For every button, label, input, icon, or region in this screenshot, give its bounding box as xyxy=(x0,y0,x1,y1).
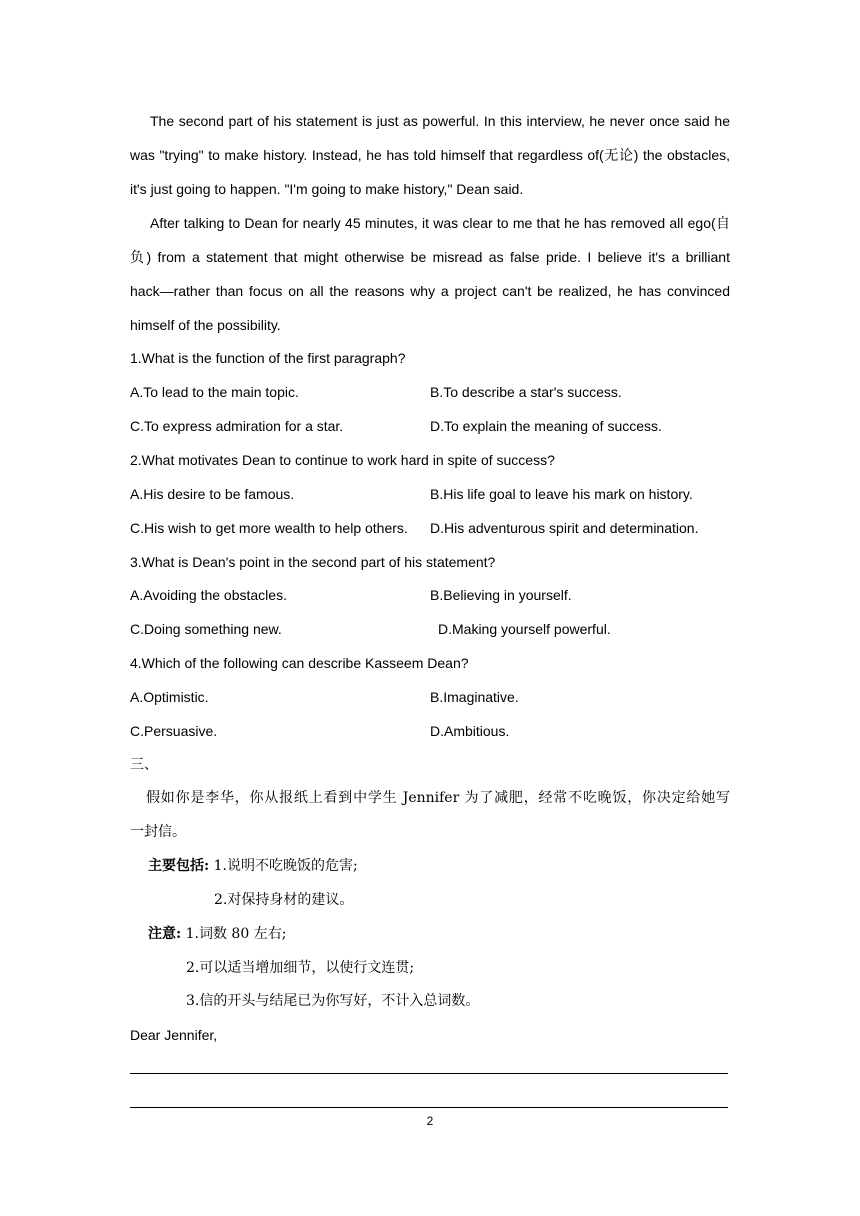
main-point-2: 2.对保持身材的建议。 xyxy=(214,892,354,908)
note-3: 3.信的开头与结尾已为你写好，不计入总词数。 xyxy=(186,993,480,1009)
answer-line-2 xyxy=(130,1107,728,1108)
question-3-stem: 3.What is Dean's point in the second part of his statement? xyxy=(130,554,496,570)
question-2-option-d: D.His adventurous spirit and determination. xyxy=(430,520,699,536)
question-2-option-b: B.His life goal to leave his mark on history. xyxy=(430,486,693,502)
main-points xyxy=(148,856,358,876)
question-4-option-b: B.Imaginative. xyxy=(430,689,519,705)
question-4-option-c: C.Persuasive. xyxy=(130,723,218,739)
question-1-stem: 1.What is the function of the first paragraph? xyxy=(130,350,406,366)
writing-prompt-line-2: 一封信。 xyxy=(130,824,186,840)
writing-prompt-line-1: 假如你是李华，你从报纸上看到中学生 Jennifer 为了减肥，经常不吃晚饭，你决定给她写 xyxy=(146,790,730,806)
passage-line-2: was "trying" to make history. Instead, he has told himself that regardless of(无论) the obstacles, xyxy=(130,147,730,163)
answer-line-1 xyxy=(130,1073,728,1074)
note-2: 2.可以适当增加细节，以使行文连贯; xyxy=(186,960,415,976)
question-4-option-d: D.Ambitious. xyxy=(430,723,510,739)
question-1-option-b: B.To describe a star's success. xyxy=(430,384,622,400)
passage-line-4: After talking to Dean for nearly 45 minutes, it was clear to me that he has removed all ego(自 xyxy=(150,215,730,231)
passage-line-1: The second part of his statement is just as powerful. In this interview, he never once said he xyxy=(150,113,730,129)
page-number: 2 xyxy=(426,1114,434,1128)
question-2-stem: 2.What motivates Dean to continue to work hard in spite of success? xyxy=(130,452,555,468)
passage-line-7: himself of the possibility. xyxy=(130,317,281,333)
main-points-label: 主要包括: xyxy=(148,858,210,874)
passage-line-3: it's just going to happen. "I'm going to make history," Dean said. xyxy=(130,181,524,197)
notes xyxy=(148,924,286,944)
question-3-option-b: B.Believing in yourself. xyxy=(430,587,572,603)
question-3-option-a: A.Avoiding the obstacles. xyxy=(130,587,287,603)
passage-line-6: hack—rather than focus on all the reasons why a project can't be realized, he has convinced xyxy=(130,283,730,299)
question-1-option-d: D.To explain the meaning of success. xyxy=(430,418,662,434)
section-three-label: 三、 xyxy=(130,757,158,773)
note-1: 1.词数 80 左右; xyxy=(185,926,287,942)
question-1-option-a: A.To lead to the main topic. xyxy=(130,384,299,400)
main-point-1: 1.说明不吃晚饭的危害; xyxy=(213,858,358,874)
question-3-option-c: C.Doing something new. xyxy=(130,621,282,637)
notes-label: 注意: xyxy=(148,926,182,942)
question-2-option-a: A.His desire to be famous. xyxy=(130,486,295,502)
question-3-option-d: D.Making yourself powerful. xyxy=(438,621,611,637)
letter-salutation: Dear Jennifer, xyxy=(130,1027,218,1043)
question-2-option-c: C.His wish to get more wealth to help others. xyxy=(130,520,408,536)
question-1-option-c: C.To express admiration for a star. xyxy=(130,418,344,434)
question-4-option-a: A.Optimistic. xyxy=(130,689,209,705)
passage-line-5: 负) from a statement that might otherwise be misread as false pride. I believe it's a brilliant xyxy=(130,249,730,265)
question-4-stem: 4.Which of the following can describe Kasseem Dean? xyxy=(130,655,469,671)
